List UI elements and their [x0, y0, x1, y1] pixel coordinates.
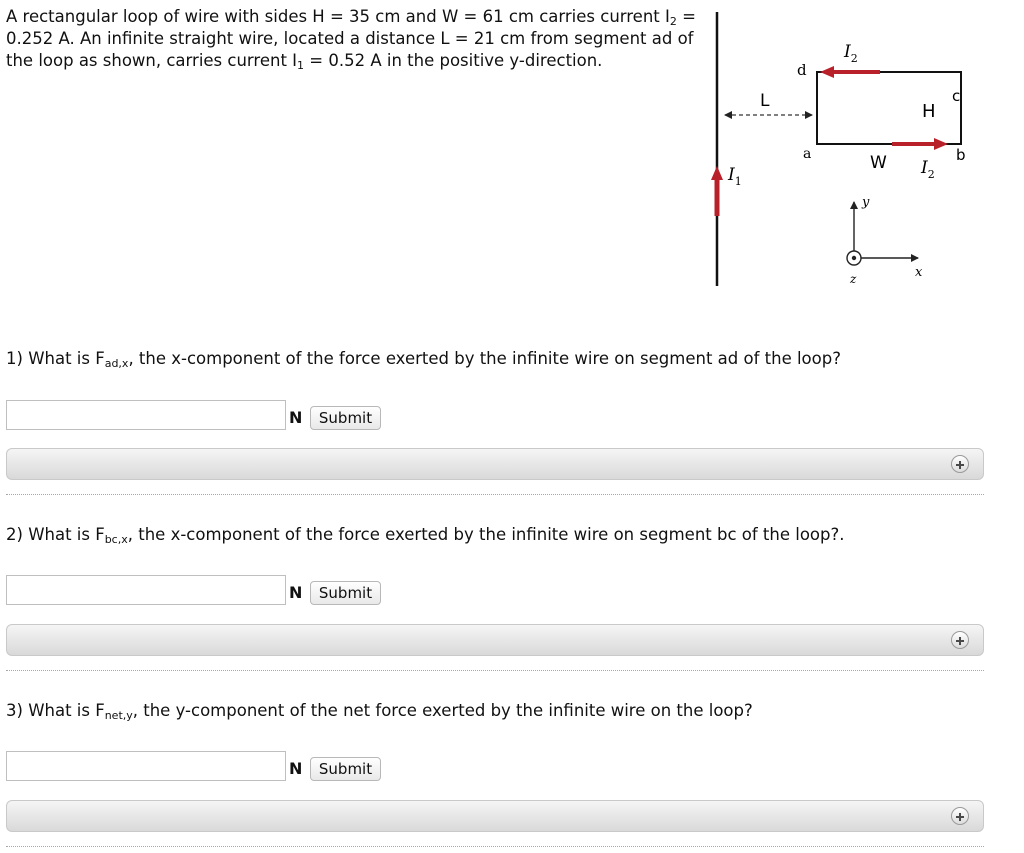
- current-i1-arrowhead: [711, 166, 723, 180]
- corner-c-label: c: [952, 87, 961, 105]
- corner-b-label: b: [956, 146, 966, 164]
- label-i2-top: $I_2$: [844, 42, 858, 65]
- help-expander-1[interactable]: [6, 448, 984, 480]
- divider-2: [6, 670, 984, 671]
- plus-circle-icon[interactable]: [951, 455, 969, 473]
- current-i2-bottom-arrowhead: [934, 138, 948, 150]
- question-3: 3) What is $F_{net,y}$, the y-component of the net force exerted by the infinite wire on the loop?: [6, 701, 753, 722]
- answer-1-unit: N: [289, 408, 303, 427]
- label-h: H: [922, 101, 936, 122]
- question-2: 2) What is $F_{bc,x}$, the x-component of the force exerted by the infinite wire on segment bc of the loop?.: [6, 525, 845, 546]
- answer-2-input[interactable]: [6, 575, 286, 605]
- label-w: W: [870, 153, 887, 173]
- label-i2-bottom: $I_2$: [921, 158, 935, 181]
- axis-z-label: z: [850, 272, 857, 286]
- label-l: L: [760, 91, 770, 111]
- answer-3-unit: N: [289, 759, 303, 778]
- question-1: 1) What is $F_{ad,x}$, the x-component of the force exerted by the infinite wire on segment ad of the loop?: [6, 349, 841, 370]
- loop-wire-diagram: [700, 10, 1000, 295]
- wire-loop: [817, 72, 961, 144]
- problem-line-3: the loop as shown, carries current $I_1 = 0.52$ A in the positive y-direction.: [6, 51, 603, 72]
- submit-1-button[interactable]: Submit: [310, 406, 381, 430]
- help-expander-2[interactable]: [6, 624, 984, 656]
- axis-y-label: y: [862, 195, 870, 210]
- current-i2-top-arrowhead: [820, 66, 834, 78]
- problem-line-1: A rectangular loop of wire with sides H = 35 cm and W = 61 cm carries current $I_2$ =: [6, 7, 696, 28]
- plus-circle-icon[interactable]: [951, 807, 969, 825]
- submit-2-button[interactable]: Submit: [310, 581, 381, 605]
- problem-line-2: 0.252 A. An infinite straight wire, located a distance L = 21 cm from segment ad of: [6, 29, 694, 48]
- help-expander-3[interactable]: [6, 800, 984, 832]
- corner-d-label: d: [797, 61, 807, 79]
- answer-2-unit: N: [289, 583, 303, 602]
- answer-3-input[interactable]: [6, 751, 286, 781]
- corner-a-label: a: [803, 146, 812, 162]
- divider-1: [6, 494, 984, 495]
- z-axis-dot: [852, 256, 856, 260]
- axis-x-label: x: [915, 265, 923, 280]
- label-i1: $I_1$: [728, 165, 742, 188]
- submit-3-button[interactable]: Submit: [310, 757, 381, 781]
- answer-1-input[interactable]: [6, 400, 286, 430]
- plus-circle-icon[interactable]: [951, 631, 969, 649]
- problem-statement: [6, 6, 696, 72]
- divider-3: [6, 846, 984, 847]
